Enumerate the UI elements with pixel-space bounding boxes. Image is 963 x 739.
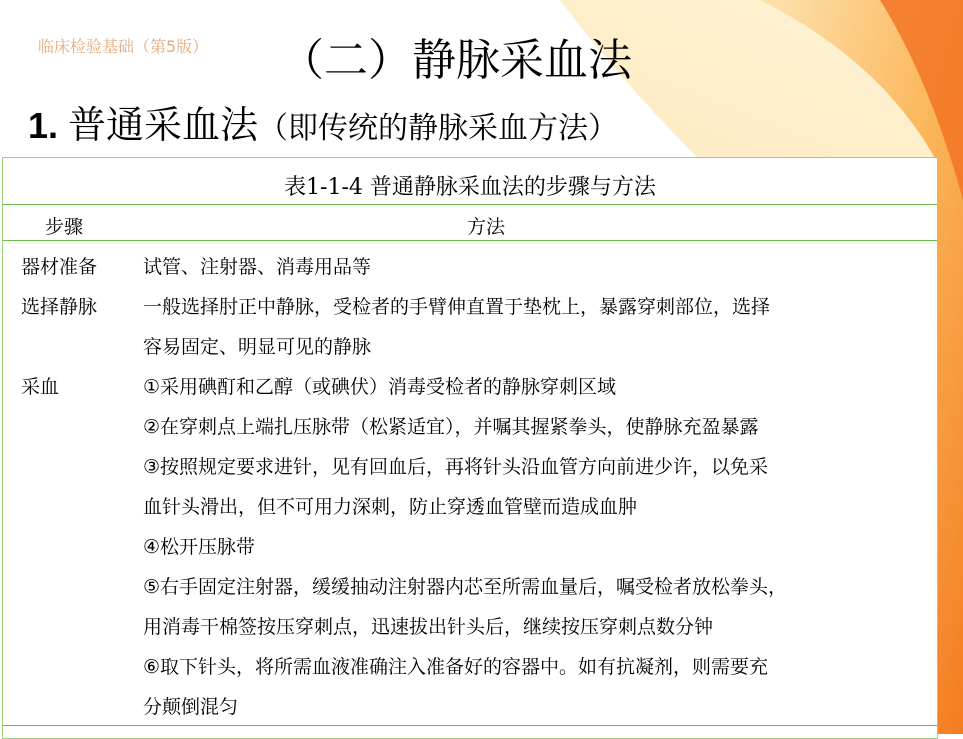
subheading-main: 普通采血法 (68, 103, 259, 147)
subheading-number: 1. (28, 105, 59, 146)
row-text: ①采用碘酊和乙醇（或碘伏）消毒受检者的静脉穿刺区域 (143, 376, 617, 398)
book-label: 临床检验基础（第5版） (38, 37, 209, 56)
row-label-blood-draw: 采血 (21, 376, 60, 398)
row-text: ④松开压脉带 (143, 536, 256, 558)
header-step: 步骤 (45, 216, 84, 238)
subheading (28, 94, 618, 149)
table-top-rule (3, 204, 937, 205)
row-text: ②在穿刺点上端扎压脉带（松紧适宜），并嘱其握紧拳头，使静脉充盈暴露 (143, 416, 759, 438)
row-label-select-vein: 选择静脉 (21, 296, 98, 318)
row-text: 试管、注射器、消毒用品等 (143, 256, 372, 278)
row-text: 用消毒干棉签按压穿刺点，迅速拔出针头后，继续按压穿刺点数分钟 (143, 616, 714, 638)
row-text: 分颠倒混匀 (143, 696, 239, 718)
row-text: ⑥取下针头，将所需血液准确注入准备好的容器中。如有抗凝剂，则需要充 (143, 656, 769, 678)
row-label-equipment: 器材准备 (21, 256, 98, 278)
row-text: 一般选择肘正中静脉，受检者的手臂伸直置于垫枕上，暴露穿刺部位，选择 (143, 296, 771, 318)
table-bottom-rule (3, 725, 937, 726)
header-method: 方法 (467, 216, 506, 238)
table-caption: 表1-1-4 普通静脉采血法的步骤与方法 (284, 175, 656, 200)
row-text: ⑤右手固定注射器，缓缓抽动注射器内芯至所需血量后，嘱受检者放松拳头， (143, 576, 788, 598)
subheading-paren: （即传统的静脉采血方法） (258, 111, 619, 146)
row-text: ③按照规定要求进针，见有回血后，再将针头沿血管方向前进少许，以免采 (143, 456, 769, 478)
slide-title: （二）静脉采血法 (280, 35, 632, 86)
row-text: 血针头滑出，但不可用力深刺，防止穿透血管壁而造成血肿 (143, 496, 638, 518)
row-text: 容易固定、明显可见的静脉 (143, 336, 372, 358)
steps-table (2, 157, 938, 739)
header-rule (3, 240, 937, 241)
